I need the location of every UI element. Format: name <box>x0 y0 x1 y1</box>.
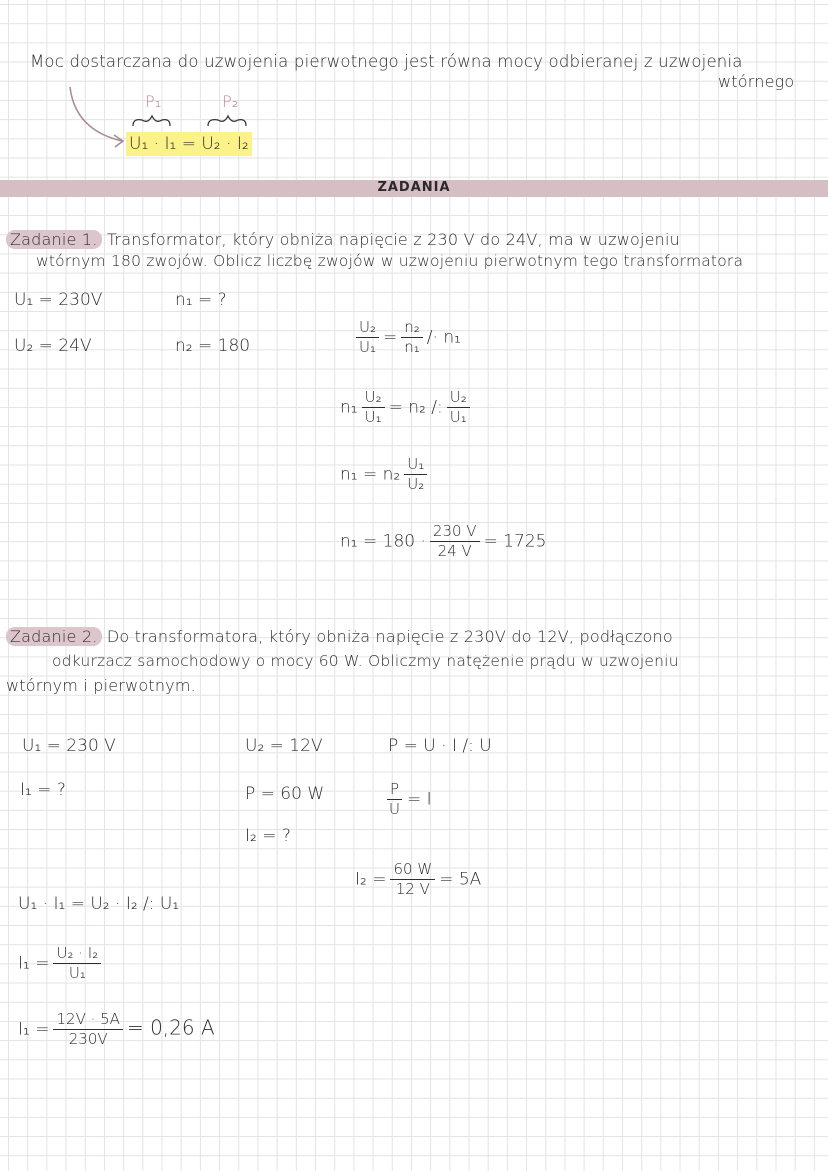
task2-label: Zadanie 2. <box>6 627 102 646</box>
task2-line-2: odkurzacz samochodowy o mocy 60 W. Obliczmy natężenie prądu w uzwojeniu <box>52 652 679 670</box>
p1-label: P₁ <box>145 92 162 111</box>
task1-step-1: $\frac{\text{U₂}}{\text{U₁}}$ = $\frac{\text{n₂}}{\text{n₁}}$ /· n₁ <box>352 318 461 357</box>
given-u1: U₁ = 230V <box>14 290 103 310</box>
task1-line-2: wtórnym 180 zwojów. Oblicz liczbę zwojów w uzwojeniu pierwotnym tego transformatora <box>36 252 744 270</box>
task1-label: Zadanie 1. <box>6 230 102 249</box>
p-over-u: $\frac{P}{U}$ = I <box>382 780 432 819</box>
given-i1: I₁ = ? <box>20 780 66 800</box>
i1-formula: I₁ = $\frac{\text{U₂ · I₂}}{\text{U₁}}$ <box>18 944 105 983</box>
task2-line-1 <box>6 627 673 646</box>
power-formula: P = U · I /: U <box>388 736 492 756</box>
p2-label: P₂ <box>222 92 239 111</box>
task1-text: Transformator, który obniża napięcie z 230 V do 24V, ma w uzwojeniu <box>106 230 680 249</box>
brace-icons <box>130 112 250 130</box>
task2-text: Do transformatora, który obniża napięcie z 230V do 12V, podłączono <box>106 627 673 646</box>
task1-step-3: n₁ = n₂ $\frac{\text{U₁}}{\text{U₂}}$ <box>340 455 431 494</box>
given-p: P = 60 W <box>245 784 325 804</box>
given-n1: n₁ = ? <box>175 290 227 310</box>
task1-step-2: n₁ $\frac{\text{U₂}}{\text{U₁}}$ = n₂ /: $\frac{\text{U₂}}{\text{U₁}}$ <box>340 388 474 427</box>
balance-equation: U₁ · I₁ = U₂ · I₂ /: U₁ <box>18 894 180 914</box>
section-band <box>0 180 828 197</box>
power-balance-formula: U₁ · I₁ = U₂ · I₂ <box>126 132 252 156</box>
given-i2: I₂ = ? <box>245 826 291 846</box>
intro-line-2: wtórnego <box>718 72 795 91</box>
given-u1-2: U₁ = 230 V <box>22 736 116 756</box>
given-u2-2: U₂ = 12V <box>245 736 323 756</box>
task1-step-4: n₁ = 180 · $\frac{230 V}{24 V}$ = 1725 <box>340 522 547 560</box>
i1-calculation: I₁ = $\frac{12V \cdot 5A}{230V}$ = 0,26 A <box>18 1010 215 1048</box>
task2-line-3: wtórnym i pierwotnym. <box>6 676 196 695</box>
given-u2: U₂ = 24V <box>14 336 92 356</box>
section-title: ZADANIA <box>377 180 451 195</box>
task1-line-1 <box>6 230 680 249</box>
given-n2: n₂ = 180 <box>175 336 251 356</box>
i2-calculation: I₂ = $\frac{60 W}{12 V}$ = 5A <box>355 860 482 898</box>
intro-line-1: Moc dostarczana do uzwojenia pierwotnego jest równa mocy odbieranej z uzwojenia <box>30 52 743 71</box>
